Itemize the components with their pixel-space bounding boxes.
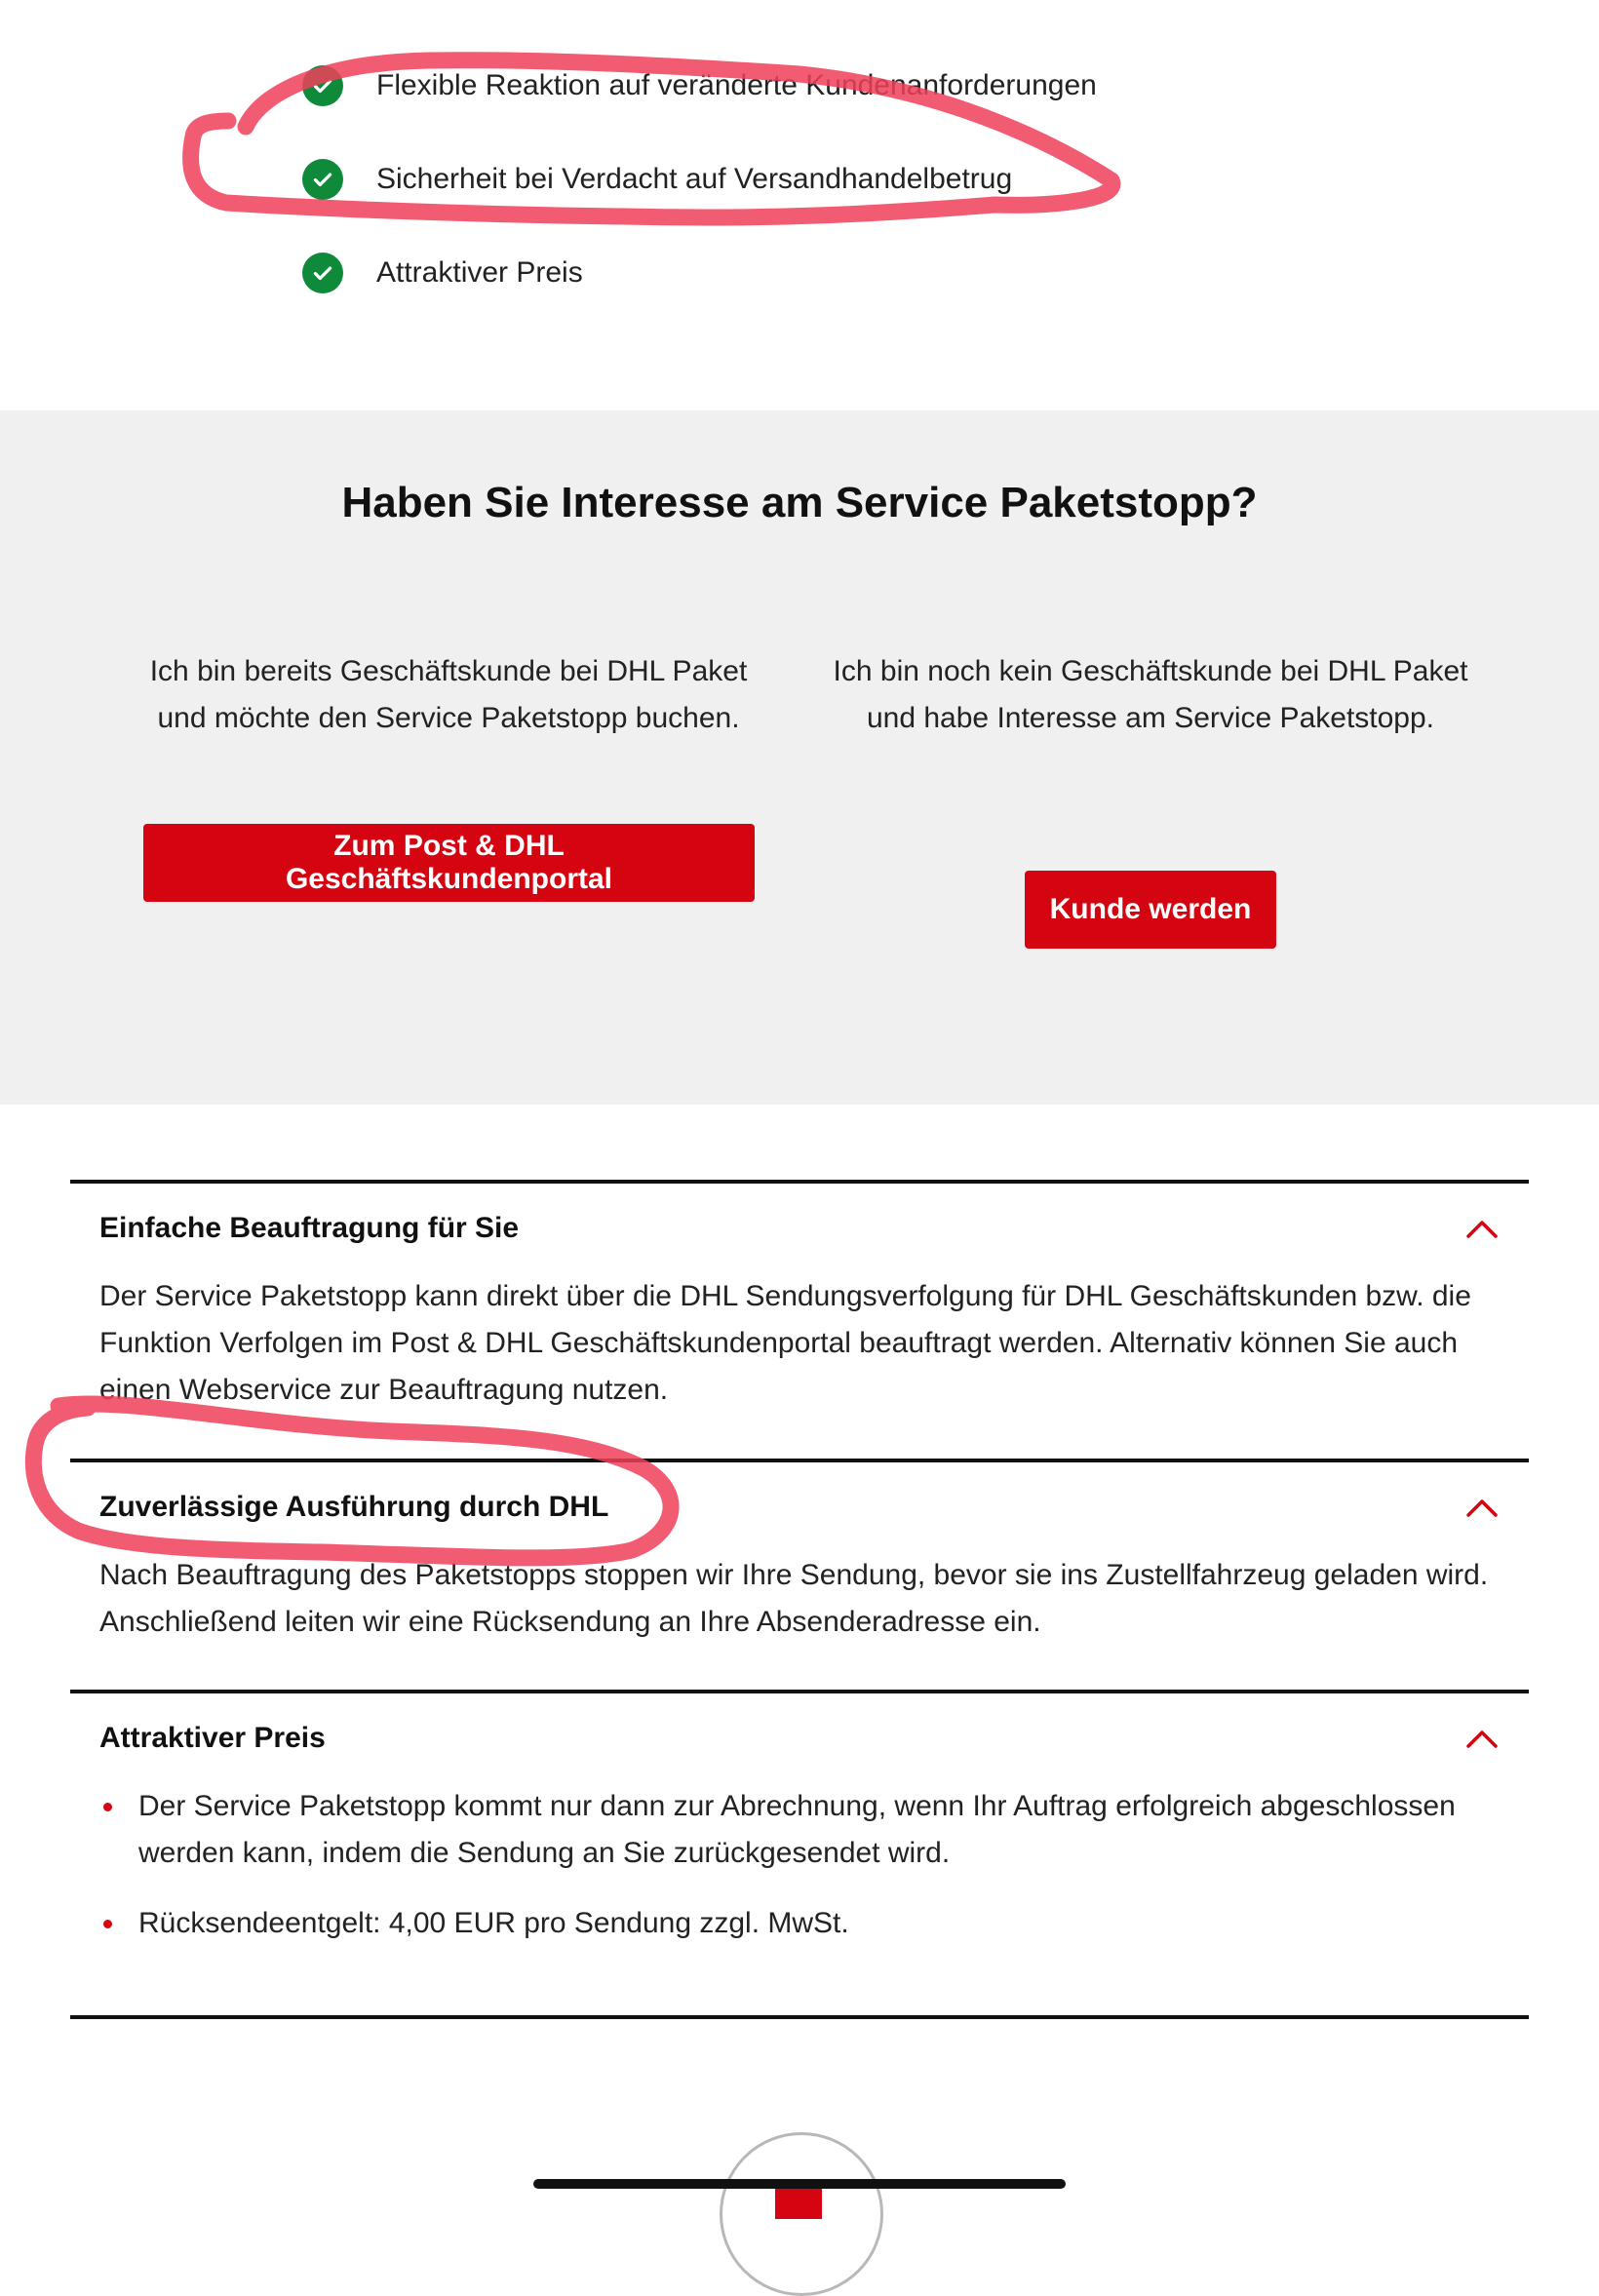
accordion-title: Zuverlässige Ausführung durch DHL [99, 1491, 609, 1523]
benefit-text: Sicherheit bei Verdacht auf Versandhandelbetrug [376, 163, 1013, 195]
accordion-body: Der Service Paketstopp kann direkt über die DHL Sendungsverfolgung für DHL Geschäftskunden bzw. die Funktion Verfolgen im Post & DHL Geschäftskundenportal beauftragt werden. Alternativ können Sie auch einen Webservice zur Beauftragung nutzen. [99, 1280, 1471, 1406]
accordion-body: Nach Beauftragung des Paketstopps stoppen wir Ihre Sendung, bevor sie ins Zustellfahrzeug geladen wird. Anschließend leiten wir eine Rücksendung an Ihre Absenderadresse ein. [99, 1559, 1489, 1638]
benefit-item [302, 226, 1097, 320]
chevron-up-icon[interactable] [1464, 1496, 1500, 1519]
dhl-logo-icon [775, 2184, 822, 2219]
become-customer-button[interactable]: Kunde werden [1025, 871, 1276, 949]
benefit-item [302, 133, 1097, 226]
home-indicator[interactable] [533, 2179, 1066, 2189]
benefit-list [302, 39, 1097, 320]
chevron-up-icon[interactable] [1464, 1727, 1500, 1750]
benefit-text: Attraktiver Preis [376, 256, 583, 289]
chat-button[interactable] [720, 2132, 883, 2296]
interest-panel [0, 410, 1599, 1105]
benefit-item [302, 39, 1097, 133]
list-item: Rücksendeentgelt: 4,00 EUR pro Sendung zzgl. MwSt. [99, 1900, 1500, 1947]
accordion-header-price[interactable] [70, 1693, 1529, 1783]
check-circle-icon [302, 159, 343, 200]
interest-title: Haben Sie Interesse am Service Paketstopp? [341, 479, 1258, 526]
accordion-title: Einfache Beauftragung für Sie [99, 1212, 520, 1244]
accordion-section-ordering [70, 1180, 1529, 1455]
check-circle-icon [302, 253, 343, 293]
list-item: Der Service Paketstopp kommt nur dann zur Abrechnung, wenn Ihr Auftrag erfolgreich abgeschlossen werden kann, indem die Sendung an Sie zurückgesendet wird. [99, 1783, 1500, 1877]
accordion-title: Attraktiver Preis [99, 1722, 326, 1754]
existing-customer-text: Ich bin bereits Geschäftskunde bei DHL Paket und möchte den Service Paketstopp buchen. [149, 655, 748, 734]
accordion-section-price [70, 1690, 1529, 1970]
check-circle-icon [302, 65, 343, 106]
price-list [99, 1783, 1500, 1947]
business-portal-button[interactable]: Zum Post & DHL Geschäftskundenportal [143, 824, 755, 902]
accordion-header-execution[interactable] [70, 1462, 1529, 1552]
accordion-body [70, 1783, 1529, 1947]
accordion-section-execution [70, 1459, 1529, 1689]
chevron-up-icon[interactable] [1464, 1217, 1500, 1240]
new-customer-text: Ich bin noch kein Geschäftskunde bei DHL Paket und habe Interesse am Service Paketstopp. [833, 655, 1468, 734]
divider [70, 2015, 1529, 2019]
benefit-text: Flexible Reaktion auf veränderte Kundenanforderungen [376, 69, 1097, 101]
accordion-header-ordering[interactable] [70, 1184, 1529, 1273]
